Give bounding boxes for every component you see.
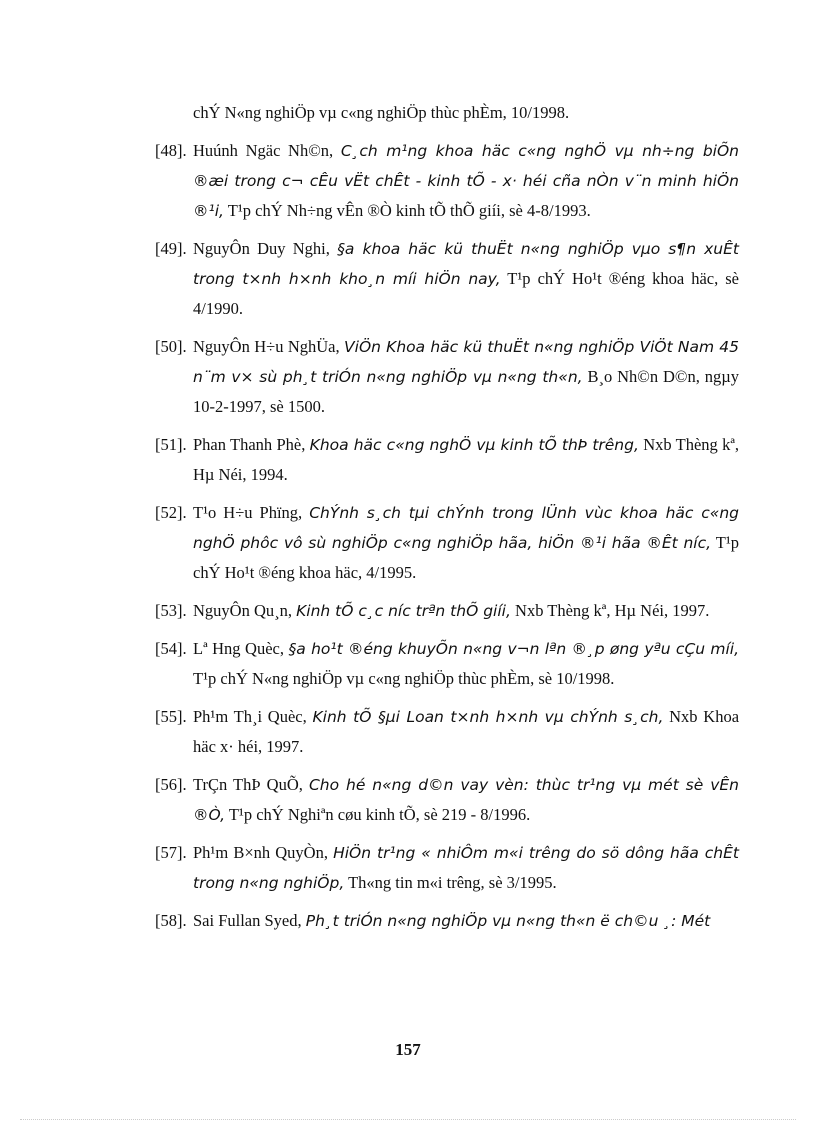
reference-author: Ph¹m B×nh QuyÒn, <box>193 843 328 862</box>
reference-author: Ph¹m Th¸i Quèc, <box>193 707 307 726</box>
reference-entry <box>155 332 739 422</box>
reference-author: NguyÔn Qu¸n, <box>193 601 292 620</box>
reference-source: Nxb Thèng kª, Hµ Néi, 1994. <box>193 435 740 484</box>
reference-title: Ph¸t triÓn n«ng nghiÖp vµ n«ng th«n ë ch©u ¸: Mét <box>305 912 711 930</box>
bottom-divider <box>20 1119 796 1120</box>
reference-number: [51]. <box>155 435 187 454</box>
reference-number: [50]. <box>155 337 187 356</box>
reference-entry <box>155 634 739 694</box>
reference-number: [48]. <box>155 141 187 160</box>
reference-source: T¹p chÝ Ho¹t ®éng khoa häc, 4/1995. <box>193 533 740 582</box>
reference-title: ChÝnh s¸ch tµi chÝnh trong lÜnh vùc khoa häc c«ng nghÖ phôc vô sù nghiÖp c«ng nghiÖp hãa, hiÖn ®¹i hãa ®Êt níc, <box>193 504 740 552</box>
reference-continuation: chÝ N«ng nghiÖp vµ c«ng nghiÖp thùc phÈm, 10/1998. <box>193 103 570 122</box>
reference-source: Nxb Thèng kª, Hµ Néi, 1997. <box>515 601 710 620</box>
reference-entry <box>155 770 739 830</box>
reference-title: §a ho¹t ®éng khuyÕn n«ng v¬n lªn ®¸p øng yªu cÇu míi, <box>288 640 740 658</box>
reference-entries <box>155 136 739 936</box>
reference-entry <box>155 430 739 490</box>
reference-author: NguyÔn Duy Nghi, <box>193 239 330 258</box>
reference-author: TrÇn ThÞ QuÕ, <box>193 775 303 794</box>
reference-entry <box>155 234 739 324</box>
reference-entry <box>155 498 739 588</box>
reference-entry <box>155 906 739 936</box>
reference-title: §a khoa häc kü thuËt n«ng nghiÖp vµo s¶n xuÊt trong t×nh h×nh kho¸n míi hiÖn nay, <box>193 240 739 288</box>
reference-number: [52]. <box>155 503 187 522</box>
reference-entry <box>155 136 739 226</box>
reference-source: T¹p chÝ Nghiªn cøu kinh tÕ, sè 219 - 8/1996. <box>228 805 531 824</box>
reference-title: C¸ch m¹ng khoa häc c«ng nghÖ vµ nh÷ng biÕn ®æi trong c¬ cÊu vËt chÊt - kinh tÕ - x· héi cña nÒn v¨n minh hiÖn ®¹i, <box>193 142 740 220</box>
reference-author: Phan Thanh Phè, <box>193 435 306 454</box>
reference-number: [54]. <box>155 639 187 658</box>
reference-source: B¸o Nh©n D©n, ngµy 10-2-1997, sè 1500. <box>193 367 739 416</box>
reference-list <box>155 98 739 944</box>
reference-number: [56]. <box>155 775 187 794</box>
reference-entry <box>155 702 739 762</box>
reference-source: T¹p chÝ Ho¹t ®éng khoa häc, sè 4/1990. <box>193 269 739 318</box>
reference-title: Kinh tÕ §µi Loan t×nh h×nh vµ chÝnh s¸ch, <box>312 708 664 726</box>
reference-title: ViÖn Khoa häc kü thuËt n«ng nghiÖp ViÖt Nam 45 n¨m v× sù ph¸t triÓn n«ng nghiÖp vµ n«ng th«n, <box>193 338 739 386</box>
reference-number: [49]. <box>155 239 187 258</box>
reference-source: T¹p chÝ Nh÷ng vÊn ®Ò kinh tÕ thÕ giíi, sè 4-8/1993. <box>227 201 591 220</box>
page-number: 157 <box>395 1040 421 1059</box>
reference-author: Huúnh Ngäc Nh©n, <box>193 141 334 160</box>
reference-number: [53]. <box>155 601 187 620</box>
reference-entry <box>155 838 739 898</box>
reference-title: Kinh tÕ c¸c níc trªn thÕ giíi, <box>296 602 511 620</box>
reference-title: Cho hé n«ng d©n vay vèn: thùc tr¹ng vµ mét sè vÊn ®Ò, <box>193 776 739 824</box>
reference-source: Nxb Khoa häc x· héi, 1997. <box>193 707 740 756</box>
reference-number: [58]. <box>155 911 187 930</box>
reference-author: Sai Fullan Syed, <box>193 911 302 930</box>
reference-source: T¹p chÝ N«ng nghiÖp vµ c«ng nghiÖp thùc phÈm, sè 10/1998. <box>193 669 615 688</box>
reference-entry <box>155 596 739 626</box>
reference-number: [57]. <box>155 843 187 862</box>
reference-number: [55]. <box>155 707 187 726</box>
reference-author: T¹o H÷u Phïng, <box>193 503 303 522</box>
reference-source: Th«ng tin m«i trêng, sè 3/1995. <box>348 873 557 892</box>
reference-title: Khoa häc c«ng nghÖ vµ kinh tÕ thÞ trêng, <box>309 436 639 454</box>
reference-author: NguyÔn H÷u NghÜa, <box>193 337 340 356</box>
reference-title: HiÖn tr¹ng « nhiÔm m«i trêng do sö dông hãa chÊt trong n«ng nghiÖp, <box>193 844 739 892</box>
reference-author: Lª Hng Quèc, <box>193 639 284 658</box>
